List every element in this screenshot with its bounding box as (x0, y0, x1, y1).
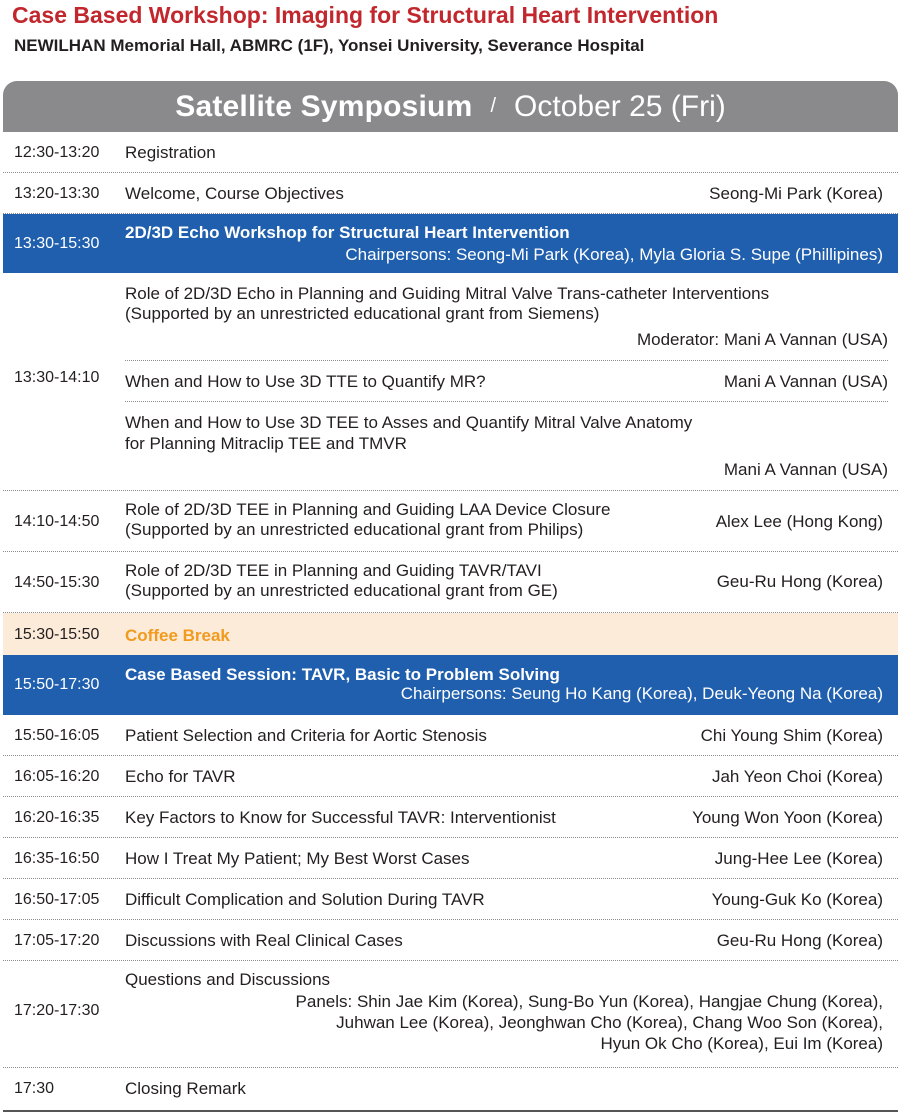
row-title-line2: (Supported by an unrestricted educational grant from Philips) (125, 520, 584, 539)
row-title-line1: Role of 2D/3D TEE in Planning and Guiding LAA Device Closure (125, 500, 611, 519)
row-time: 17:30 (14, 1080, 55, 1097)
row-time: 15:50-16:05 (14, 727, 100, 744)
session-chairpersons: Chairpersons: Seong-Mi Park (Korea), Myla Gloria S. Supe (Phillipines) (345, 245, 883, 264)
schedule-row (3, 920, 898, 961)
session-header-echo-workshop (3, 214, 898, 273)
row-speaker: Jung-Hee Lee (Korea) (714, 849, 883, 868)
session-header-tavr (3, 655, 898, 715)
sub-item-title: When and How to Use 3D TTE to Quantify MR? (125, 372, 486, 391)
schedule-row (3, 838, 898, 879)
row-speaker: Geu-Ru Hong (Korea) (716, 931, 883, 950)
schedule-row-closing (3, 1068, 898, 1112)
sub-item-speaker: Mani A Vannan (USA) (723, 460, 888, 479)
panel-line-2: Juhwan Lee (Korea), Jeonghwan Cho (Korea), Chang Woo Son (Korea), (336, 1013, 883, 1032)
row-title-line1: Role of 2D/3D TEE in Planning and Guiding TAVR/TAVI (125, 561, 542, 580)
schedule-row (3, 879, 898, 920)
session-title: Case Based Session: TAVR, Basic to Problem Solving (125, 665, 560, 684)
sub-item-line2: (Supported by an unrestricted educational grant from Siemens) (125, 304, 600, 323)
sub-item-line1: Role of 2D/3D Echo in Planning and Guiding Mitral Valve Trans-catheter Interventions (125, 284, 770, 303)
session-time: 13:30-15:30 (14, 235, 100, 252)
symposium-name: Satellite Symposium (175, 89, 473, 123)
venue-subtitle: NEWILHAN Memorial Hall, ABMRC (1F), Yonsei University, Severance Hospital (14, 36, 645, 55)
row-title: Difficult Complication and Solution During TAVR (125, 890, 485, 909)
sub-item-3d-tte (125, 361, 888, 402)
row-time: 14:10-14:50 (14, 513, 100, 530)
sub-item-3d-tee (125, 402, 888, 491)
schedule-block-mitral (3, 273, 898, 491)
row-title-line2: (Supported by an unrestricted educational grant from GE) (125, 581, 558, 600)
row-time: 14:50-15:30 (14, 574, 100, 591)
schedule-row-tavi (3, 552, 898, 613)
schedule-row (3, 715, 898, 756)
row-time: 16:50-17:05 (14, 891, 100, 908)
schedule-row-laa (3, 491, 898, 552)
symposium-date: October 25 (Fri) (514, 89, 726, 123)
sub-item-speaker: Mani A Vannan (USA) (723, 372, 888, 391)
row-speaker: Jah Yeon Choi (Korea) (711, 767, 883, 786)
row-speaker: Seong-Mi Park (Korea) (709, 184, 883, 203)
sub-item-line1: When and How to Use 3D TEE to Asses and Quantify Mitral Valve Anatomy (125, 413, 693, 432)
row-title: Questions and Discussions (125, 970, 331, 989)
schedule-row-coffee-break (3, 613, 898, 655)
row-speaker: Geu-Ru Hong (Korea) (716, 572, 883, 591)
row-title: Welcome, Course Objectives (125, 184, 344, 203)
schedule-row (3, 797, 898, 838)
row-time: 15:30-15:50 (14, 626, 100, 643)
coffee-break-label: Coffee Break (125, 626, 230, 645)
row-speaker: Chi Young Shim (Korea) (700, 726, 883, 745)
sub-item-line2: for Planning Mitraclip TEE and TMVR (125, 434, 407, 453)
row-title: Discussions with Real Clinical Cases (125, 931, 403, 950)
row-time: 13:30-14:10 (14, 369, 100, 386)
row-time: 16:20-16:35 (14, 809, 100, 826)
page-title: Case Based Workshop: Imaging for Structural Heart Intervention (12, 2, 719, 28)
row-time: 13:20-13:30 (14, 185, 100, 202)
row-time: 17:20-17:30 (14, 1002, 100, 1019)
sub-item-moderator: Moderator: Mani A Vannan (USA) (636, 330, 888, 349)
panel-line-3: Hyun Ok Cho (Korea), Eui Im (Korea) (600, 1034, 883, 1053)
row-title: Echo for TAVR (125, 767, 236, 786)
session-chairpersons: Chairpersons: Seung Ho Kang (Korea), Deuk-Yeong Na (Korea) (400, 684, 883, 703)
row-time: 12:30-13:20 (14, 144, 100, 161)
schedule-row-questions (3, 961, 898, 1068)
schedule-row-welcome (3, 173, 898, 214)
row-speaker: Young-Guk Ko (Korea) (711, 890, 883, 909)
row-title: Closing Remark (125, 1079, 246, 1098)
row-speaker: Young Won Yoon (Korea) (692, 808, 883, 827)
symposium-banner (3, 81, 898, 132)
session-time: 15:50-17:30 (14, 676, 100, 693)
sub-item-mitral-role (125, 273, 888, 361)
row-speaker: Alex Lee (Hong Kong) (715, 512, 883, 531)
row-time: 16:35-16:50 (14, 850, 100, 867)
panel-line-1: Panels: Shin Jae Kim (Korea), Sung-Bo Yun (Korea), Hangjae Chung (Korea), (295, 992, 883, 1011)
row-title: Key Factors to Know for Successful TAVR: Interventionist (125, 808, 556, 827)
row-title: Patient Selection and Criteria for Aortic Stenosis (125, 726, 487, 745)
session-title: 2D/3D Echo Workshop for Structural Heart Intervention (125, 223, 570, 242)
row-time: 16:05-16:20 (14, 768, 100, 785)
row-title: Registration (125, 143, 216, 162)
banner-separator: / (490, 95, 497, 117)
schedule-row-registration (3, 132, 898, 173)
row-time: 17:05-17:20 (14, 932, 100, 949)
schedule-row (3, 756, 898, 797)
row-title: How I Treat My Patient; My Best Worst Cases (125, 849, 470, 868)
